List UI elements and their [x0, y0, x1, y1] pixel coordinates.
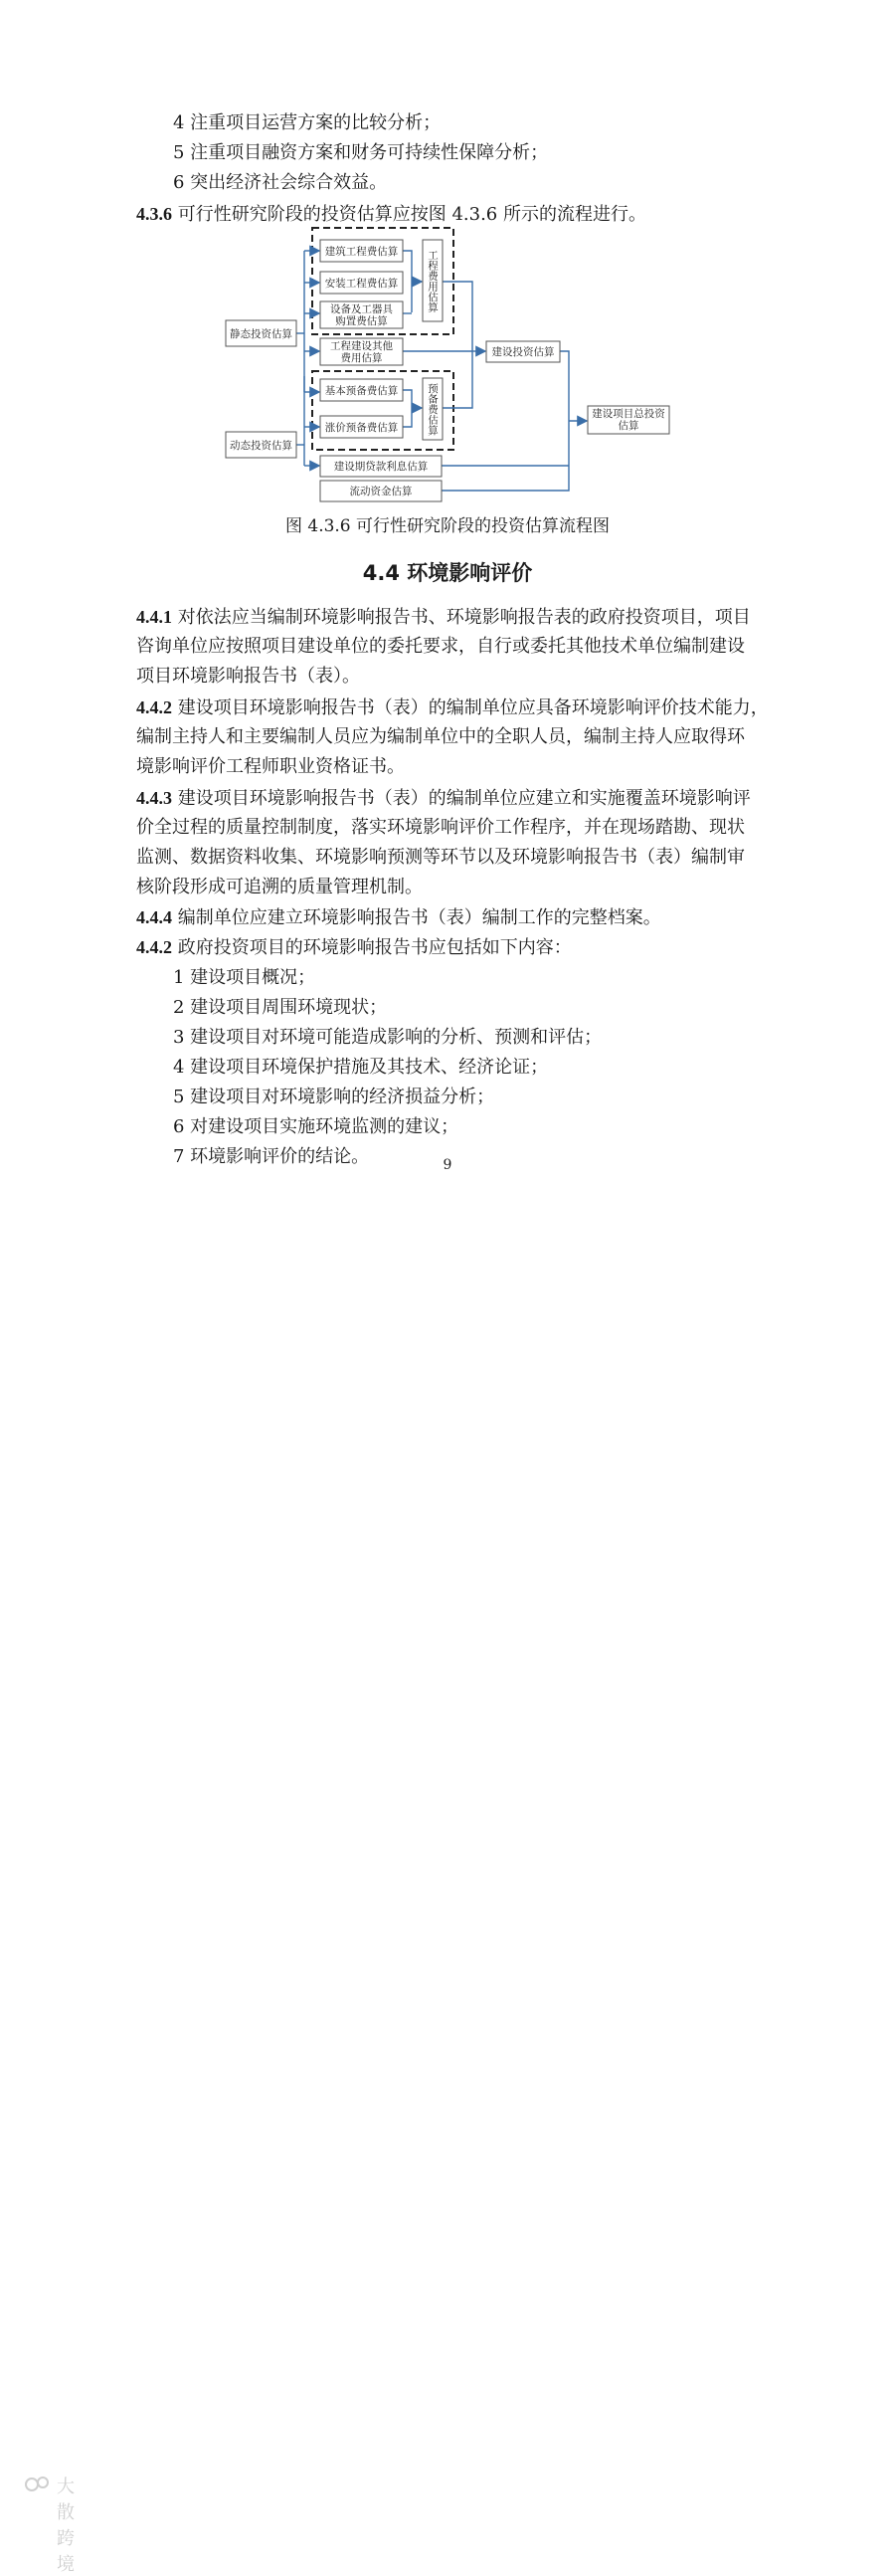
content-item-1: 1 建设项目概况； [173, 967, 316, 988]
intro-item-4: 4 注重项目运营方案的比较分析； [173, 112, 442, 133]
clause-text: 对依法应当编制环境影响报告书、环境影响报告表的政府投资项目，项目 [177, 607, 751, 628]
construction-investment-box: 建设投资估算 [491, 346, 555, 358]
total-investment-box-line1: 建设项目总投资 [592, 408, 665, 420]
engineering-fee-box: 工程费用估算 [427, 249, 439, 312]
loan-interest-box: 建设期贷款利息估算 [333, 461, 429, 473]
watermark-text: 大散跨境 [57, 2477, 75, 2575]
content-item-4: 4 建设项目环境保护措施及其技术、经济论证； [173, 1057, 549, 1078]
clause-4-4-2-line3: 境影响评价工程师职业资格证书。 [136, 756, 405, 777]
intro-item-5: 5 注重项目融资方案和财务可持续性保障分析； [173, 142, 549, 163]
clause-4-4-1-line3: 项目环境影响报告书（表）。 [136, 666, 360, 687]
intro-item-6: 6 突出经济社会综合效益。 [173, 172, 388, 193]
clause-4-4-3 [136, 786, 751, 811]
clause-text: 政府投资项目的环境影响报告书应包括如下内容： [177, 937, 572, 958]
clause-text: 建设项目环境影响报告书（表）的编制单位应建立和实施覆盖环境影响评 [177, 788, 751, 809]
clause-number: 4.4.2 [136, 697, 172, 717]
clause-number: 4.4.2 [136, 937, 172, 957]
clause-text: 编制单位应建立环境影响报告书（表）编制工作的完整档案。 [177, 907, 661, 928]
other-cost-box-line1: 工程建设其他 [330, 340, 393, 352]
content-item-7: 7 环境影响评价的结论。 [173, 1146, 370, 1167]
clause-4-4-3-line4: 核阶段形成可追溯的质量管理机制。 [136, 877, 423, 897]
other-cost-box-line2: 费用估算 [340, 352, 383, 364]
clause-text: 建设项目环境影响报告书（表）的编制单位应具备环境影响评价技术能力， [177, 697, 769, 718]
clause-number: 4.4.1 [136, 607, 172, 627]
content-item-3: 3 建设项目对环境可能造成影响的分析、预测和评估； [173, 1027, 603, 1048]
clause-4-4-4 [136, 905, 661, 930]
section-heading: 4.4 环境影响评价 [362, 561, 533, 585]
clause-number: 4.3.6 [136, 204, 172, 224]
static-estimate-box: 静态投资估算 [230, 328, 292, 340]
dynamic-estimate-box: 动态投资估算 [230, 440, 292, 452]
price-reserve-box: 涨价预备费估算 [324, 422, 399, 434]
reserve-fee-box: 预备费估算 [427, 382, 439, 436]
clause-4-4-3-line3: 监测、数据资料收集、环境影响预测等环节以及环境影响报告书（表）编制审 [136, 847, 745, 868]
installation-cost-box: 安装工程费估算 [324, 278, 399, 290]
equipment-cost-box-line2: 购置费估算 [335, 315, 388, 327]
basic-reserve-box: 基本预备费估算 [324, 385, 399, 397]
clause-4-4-1 [136, 605, 751, 630]
clause-4-4-1-line2: 咨询单位应按照项目建设单位的委托要求，自行或委托其他技术单位编制建设 [136, 636, 745, 657]
investment-estimate-flowchart [0, 0, 895, 517]
total-investment-box-line2: 估算 [618, 420, 639, 432]
clause-4-4-2-line2: 编制主持人和主要编制人员应为编制单位中的全职人员，编制主持人应取得环 [136, 726, 745, 747]
clause-4-4-3-line2: 价全过程的质量控制制度，落实环境影响评价工作程序，并在现场踏勘、现状 [136, 817, 745, 838]
content-item-6: 6 对建设项目实施环境监测的建议； [173, 1116, 459, 1137]
clause-4-4-2-content [136, 935, 572, 960]
clause-number: 4.4.4 [136, 907, 172, 927]
figure-caption: 图 4.3.6 可行性研究阶段的投资估算流程图 [284, 516, 611, 536]
clause-text: 可行性研究阶段的投资估算应按图 4.3.6 所示的流程进行。 [177, 204, 646, 225]
page-number: 9 [443, 1157, 452, 1173]
content-item-2: 2 建设项目周围环境现状； [173, 997, 388, 1018]
clause-4-4-2 [136, 695, 769, 720]
equipment-cost-box-line1: 设备及工器具 [330, 303, 393, 315]
watermark-logo-icon [24, 2475, 54, 2494]
working-capital-box: 流动资金估算 [349, 486, 413, 497]
content-item-5: 5 建设项目对环境影响的经济损益分析； [173, 1087, 495, 1107]
building-cost-box: 建筑工程费估算 [324, 246, 399, 258]
clause-number: 4.4.3 [136, 788, 172, 808]
